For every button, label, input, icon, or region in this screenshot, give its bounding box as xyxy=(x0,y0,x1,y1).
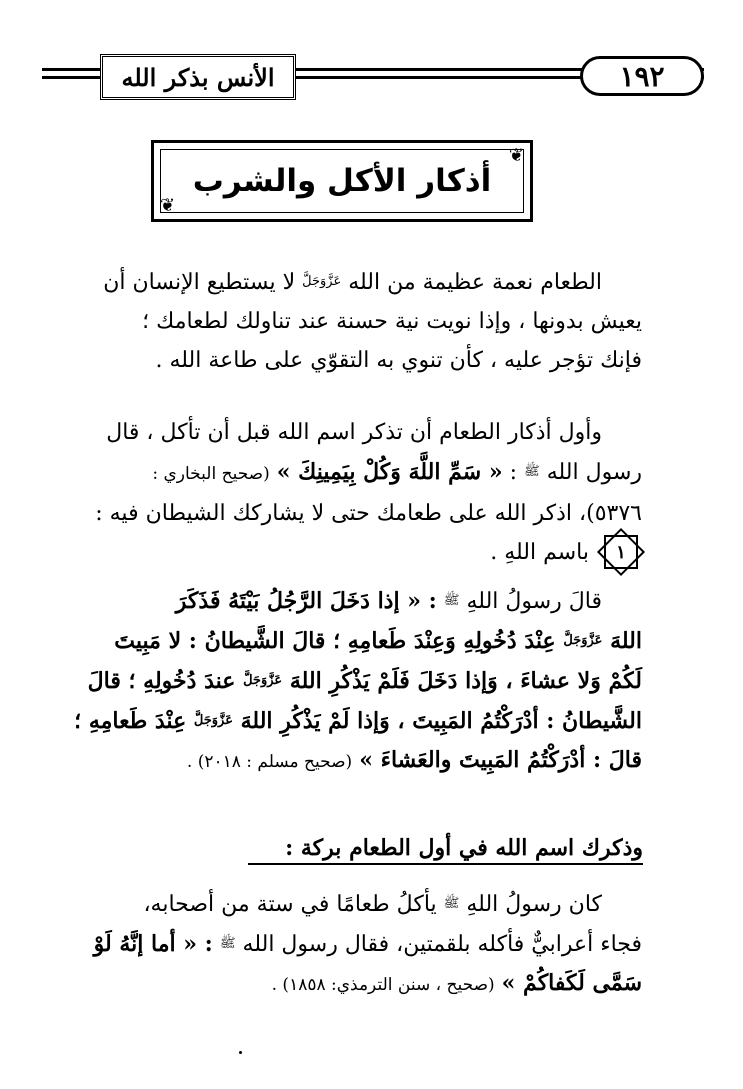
scan-speck xyxy=(239,1051,242,1054)
ornament-icon: ❦ xyxy=(508,145,524,166)
dhikr-item xyxy=(490,530,643,574)
text-run: قالَ رسولُ اللهِ xyxy=(466,589,602,614)
honorific-glyph: عَزَّوَجَلَّ xyxy=(193,713,233,728)
text-line xyxy=(46,964,642,1005)
text-line xyxy=(46,262,642,302)
text-run: عِنْدَ دُخُولِهِ وَعِنْدَ طَعامِهِ ؛ قالَ الشَّيطانُ : لا مَبِيتَ xyxy=(114,628,556,654)
text-run: لا يستطيع الإنسان أن xyxy=(103,270,296,295)
text-line: ٥٣٧٦)، اذكر الله على طعامك حتى لا يشاركك الشيطان فيه : xyxy=(95,501,642,526)
chapter-title: أذكار الأكل والشرب xyxy=(192,163,492,199)
paragraph-4 xyxy=(46,884,642,1005)
text-run: فجاء أعرابيٌّ فأكله بلقمتين، فقال رسول الله xyxy=(242,932,642,957)
dhikr-number: ١ xyxy=(613,542,629,563)
text-run: عندَ دُخُولِهِ ؛ قالَ xyxy=(87,668,236,694)
salutation-glyph: ﷺ xyxy=(219,936,236,951)
salutation-glyph: ﷺ xyxy=(523,464,540,479)
salutation-glyph: ﷺ xyxy=(443,896,460,911)
text-line xyxy=(46,661,642,701)
honorific-glyph: عَزَّوَجَلَّ xyxy=(563,633,603,648)
text-line: فإنك تؤجر عليه ، كأن تنوي به التقوّي على طاعة الله . xyxy=(155,348,642,373)
hadith-quote: : « أما إنَّهُ لَوْ xyxy=(93,931,213,957)
page-header xyxy=(42,50,704,100)
text-run: اللهَ xyxy=(610,628,642,654)
text-run: رسول الله xyxy=(546,460,642,485)
text-run: يأكلُ طعامًا في ستة من أصحابه، xyxy=(143,892,437,917)
text-run: كان رسولُ اللهِ xyxy=(466,892,602,917)
hadith-quote: « سَمِّ اللَّهَ وَكُلْ بِيَمِينِكَ » xyxy=(276,459,503,485)
paragraph-2 xyxy=(46,413,642,533)
text-line xyxy=(46,884,642,924)
honorific-glyph: عَزَّوَجَلَّ xyxy=(302,274,342,289)
honorific-glyph: عَزَّوَجَلَّ xyxy=(243,673,283,688)
text-line: وأول أذكار الطعام أن تذكر اسم الله قبل أن تأكل ، قال xyxy=(106,420,602,445)
hadith-quote: قالَ : أدْرَكْتُمُ المَبِيتَ والعَشاءَ » xyxy=(359,747,642,773)
text-line xyxy=(46,701,642,741)
paragraph-1 xyxy=(46,262,642,380)
book-title: الأنس بذكر الله xyxy=(100,54,296,100)
hadith-quote: : « إذا دَخَلَ الرَّجُلُ بَيْتَهُ فَذَكَرَ xyxy=(175,588,437,614)
text-line xyxy=(46,924,642,964)
hadith-quote: سَمَّى لَكَفاكُمْ » xyxy=(501,970,642,996)
dhikr-text: باسم اللهِ . xyxy=(490,539,589,565)
subheading: وذكرك اسم الله في أول الطعام بركة : xyxy=(248,835,643,865)
text-run: الطعام نعمة عظيمة من الله xyxy=(348,270,602,295)
paragraph-3 xyxy=(46,581,642,782)
citation: (صحيح مسلم : ٢٠١٨) . xyxy=(186,752,353,772)
text-line: يعيش بدونها ، وإذا نويت نية حسنة عند تناولك لطعامك ؛ xyxy=(142,309,642,334)
octagram-number-icon xyxy=(599,530,643,574)
text-line: رسول الله ﷺ : « سَمِّ اللَّهَ وَكُلْ بِيَمِينِكَ » (صحيح البخاري : xyxy=(152,459,642,485)
text-line xyxy=(46,741,642,782)
salutation-glyph: ﷺ xyxy=(443,593,460,608)
text-run: الشَّيطانُ : أدْرَكْتُمُ المَبِيتَ ، وَإذا لَمْ يَذْكُرِ اللهَ xyxy=(240,708,642,734)
text-line xyxy=(46,621,642,661)
chapter-title-frame xyxy=(151,140,533,222)
text-run: عِنْدَ طَعامِهِ ؛ xyxy=(74,708,187,734)
text-line xyxy=(46,581,642,621)
citation: (صحيح البخاري : xyxy=(152,464,270,484)
citation: (صحيح ، سنن الترمذي: ١٨٥٨) . xyxy=(271,975,495,995)
ornament-icon: ❦ xyxy=(160,195,176,216)
text-run: لَكُمْ وَلا عشاءَ ، وَإذا دَخَلَ فَلَمْ يَذْكُرِ اللهَ xyxy=(289,668,642,694)
page-number: ١٩٢ xyxy=(580,56,704,96)
